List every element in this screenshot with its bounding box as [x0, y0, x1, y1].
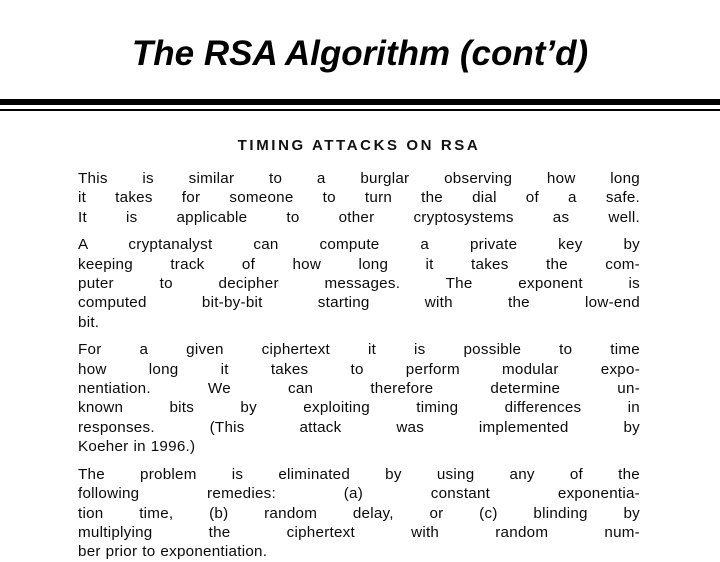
scan-line: computed bit-by-bit starting with the low-end: [78, 294, 640, 312]
scan-heading: TIMING ATTACKS ON RSA: [237, 137, 481, 154]
scan-paragraph-4: [78, 465, 640, 562]
scan-line: following remedies: (a) constant exponentia-: [78, 485, 640, 503]
page-title: The RSA Algorithm (cont’d): [131, 34, 589, 73]
divider-rule-thin: [0, 109, 720, 111]
title-divider: [0, 99, 720, 111]
scan-line: ber prior to exponentiation.: [78, 543, 268, 561]
scan-line: For a given ciphertext it is possible to time: [78, 341, 640, 359]
scan-content: [78, 136, 640, 562]
scan-line: tion time, (b) random delay, or (c) blinding by: [78, 504, 640, 522]
scanned-text-image: [0, 118, 720, 561]
scan-line: It is applicable to other cryptosystems as well.: [78, 208, 640, 226]
scan-line: it takes for someone to turn the dial of a safe.: [78, 189, 640, 207]
scan-paragraph-2: [78, 235, 640, 332]
scan-line: known bits by exploiting timing differences in: [78, 399, 640, 417]
scan-line: responses. (This attack was implemented by: [78, 418, 640, 436]
scan-line: how long it takes to perform modular expo-: [78, 360, 640, 378]
scan-line: Koeher in 1996.): [78, 438, 196, 456]
scan-paragraph-3: [78, 340, 640, 456]
scan-line: bit.: [78, 313, 100, 331]
scan-line: nentiation. We can therefore determine un-: [78, 380, 640, 398]
scan-line: keeping track of how long it takes the com-: [78, 255, 640, 273]
scan-line: A cryptanalyst can compute a private key by: [78, 236, 640, 254]
scan-line: This is similar to a burglar observing how long: [78, 170, 640, 187]
scan-line: The problem is eliminated by using any of the: [78, 465, 640, 483]
slide-title-block: [0, 0, 720, 74]
scan-line: puter to decipher messages. The exponent is: [78, 275, 640, 293]
scan-paragraph-1: [78, 169, 640, 227]
scan-line: multiplying the ciphertext with random num-: [78, 523, 640, 541]
